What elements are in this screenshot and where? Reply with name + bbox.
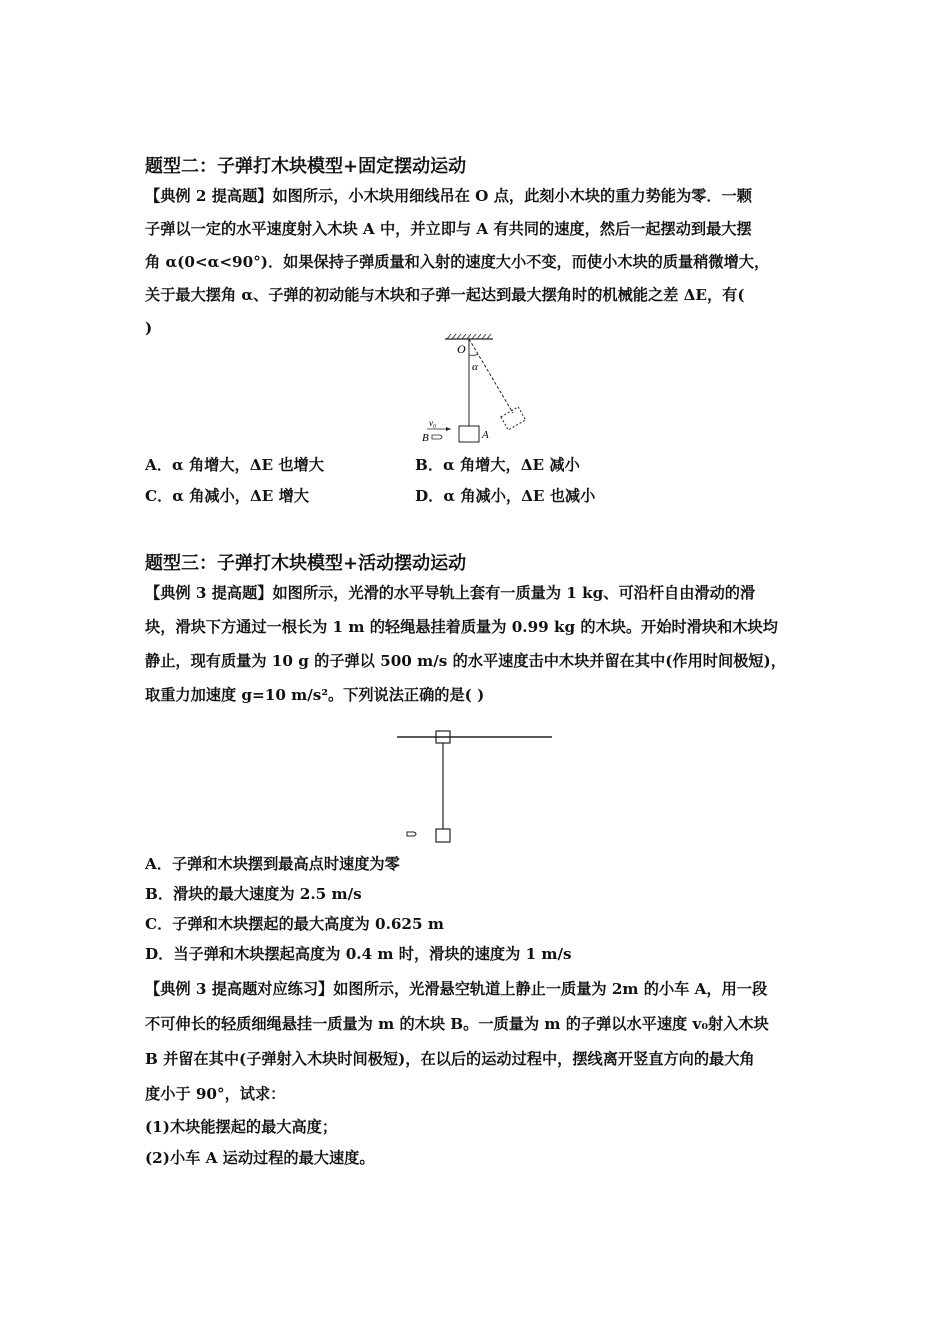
pendulum-figure	[415, 333, 545, 448]
string-deflected	[469, 339, 513, 413]
section3-title: 题型三：子弹打木块模型+活动摆动运动	[145, 553, 467, 574]
wood-block	[436, 829, 450, 842]
question-line: 关于最大摆角 α、子弹的初动能与木块和子弹一起达到最大摆角时的机械能之差 ΔE，有(	[145, 286, 745, 304]
rail-pendulum-figure	[395, 728, 555, 846]
option-d: D．α 角减小，ΔE 也减小	[415, 487, 596, 505]
question-line: 静止，现有质量为 10 g 的子弹以 500 m/s 的水平速度击中木块并留在其中(作用时间极短)，	[145, 652, 786, 670]
practice-line: 【典例 3 提高题对应练习】如图所示，光滑悬空轨道上静止一质量为 2m 的小车 A，用一段	[145, 980, 768, 998]
question-line: 块，滑块下方通过一根长为 1 m 的轻绳悬挂着质量为 0.99 kg 的木块。开始时滑块和木块均	[145, 618, 778, 636]
option-c: C．α 角减小，ΔE 增大	[145, 487, 310, 505]
section2-title: 题型二：子弹打木块模型+固定摆动运动	[145, 156, 467, 177]
question-line: 【典例 2 提高题】如图所示，小木块用细线吊在 O 点，此刻小木块的重力势能为零．一颗	[145, 187, 752, 205]
question-line: 子弹以一定的水平速度射入木块 A 中，并立即与 A 有共同的速度，然后一起摆动到最大摆	[145, 220, 752, 238]
practice-line: (1)木块能摆起的最大高度；	[145, 1118, 338, 1136]
label-v0: v₀	[429, 418, 437, 428]
bullet	[407, 832, 416, 836]
section3-practice	[145, 973, 810, 1173]
label-alpha: α	[472, 361, 478, 373]
option-b: B．α 角增大，ΔE 减小	[415, 456, 580, 474]
option-a: A．α 角增大，ΔE 也增大	[145, 456, 324, 474]
option-item: A．子弹和木块摆到最高点时速度为零	[145, 855, 400, 873]
block-deflected	[501, 407, 526, 430]
question-line: 取重力加速度 g=10 m/s²。下列说法正确的是( )	[145, 686, 485, 704]
label-a: A	[482, 429, 489, 441]
label-b: B	[422, 432, 429, 444]
section3-options	[145, 848, 810, 968]
section3-question	[145, 577, 810, 713]
question-line: 【典例 3 提高题】如图所示，光滑的水平导轨上套有一质量为 1 kg、可沿杆自由滑动的滑	[145, 584, 756, 602]
block-a	[459, 426, 479, 442]
practice-line: 不可伸长的轻质细绳悬挂一质量为 m 的木块 B。一质量为 m 的子弹以水平速度 v₀射入木块	[145, 1015, 769, 1033]
option-item: D．当子弹和木块摆起高度为 0.4 m 时，滑块的速度为 1 m/s	[145, 945, 572, 963]
question-line: )	[145, 319, 153, 337]
option-item: B．滑块的最大速度为 2.5 m/s	[145, 885, 362, 903]
label-o: O	[457, 342, 466, 356]
section2-question	[145, 180, 810, 345]
practice-line: B 并留在其中(子弹射入木块时间极短)，在以后的运动过程中，摆线离开竖直方向的最大角	[145, 1050, 755, 1068]
practice-line: 度小于 90°，试求：	[145, 1085, 286, 1103]
option-item: C．子弹和木块摆起的最大高度为 0.625 m	[145, 915, 444, 933]
bullet	[432, 435, 442, 439]
practice-line: (2)小车 A 运动过程的最大速度。	[145, 1149, 375, 1167]
question-line: 角 α(0<α<90°)．如果保持子弹质量和入射的速度大小不变，而使小木块的质量稍微增大，	[145, 253, 770, 271]
